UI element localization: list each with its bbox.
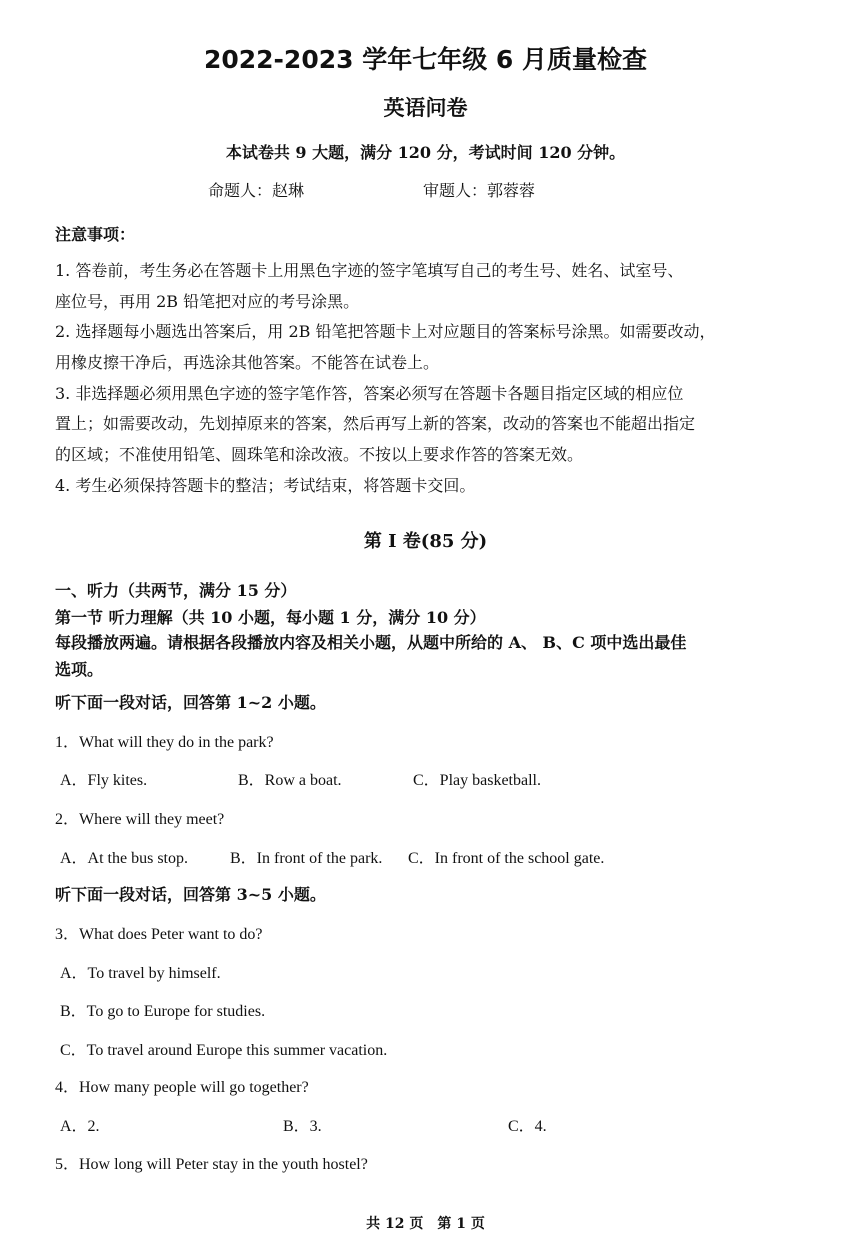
notice-heading: 注意事项： (55, 225, 136, 244)
option-c: C．To travel around Europe this summer vacation. (60, 1042, 388, 1059)
question: 1．What will they do in the park? (55, 734, 274, 751)
option-b: B．In front of the park. (230, 850, 383, 867)
page-title: 2022-2023 学年七年级 6 月质量检查 (203, 45, 648, 74)
option-a: A．At the bus stop. (60, 850, 189, 867)
page-footer: 共 12 页 第 1 页 (366, 1216, 485, 1232)
dialog-intro: 听下面一段对话，回答第 3~5 小题。 (55, 885, 326, 904)
question: 5．How long will Peter stay in the youth hostel? (55, 1156, 368, 1173)
option-b: B．3. (283, 1118, 322, 1135)
question: 4．How many people will go together? (55, 1079, 309, 1096)
reviewer-text: 审题人：郭蓉蓉 (423, 181, 536, 200)
option-a: A．Fly kites. (60, 772, 148, 789)
notice-line: 2. 选择题每小题选出答案后，用 2B 铅笔把答题卡上对应题目的答案标号涂黑。如需要改动， (55, 322, 716, 341)
part-title: 一、听力（共两节，满分 15 分） (55, 581, 297, 600)
author-text: 命题人：赵琳 (208, 181, 305, 200)
page-subtitle: 英语问卷 (383, 96, 468, 120)
section-title: 第 I 卷(85 分) (363, 531, 488, 552)
notice-line: 座位号，再用 2B 铅笔把对应的考号涂黑。 (55, 292, 360, 311)
option-c: C．Play basketball. (413, 772, 541, 789)
question: 2．Where will they meet? (55, 811, 225, 828)
option-a: A．To travel by himself. (60, 965, 221, 982)
option-c: C．4. (508, 1118, 547, 1135)
notice-line: 3. 非选择题必须用黑色字迹的签字笔作答，答案必须写在答题卡各题目指定区域的相应位 (55, 384, 684, 403)
option-b: B．To go to Europe for studies. (60, 1003, 266, 1020)
exam-info: 本试卷共 9 大题，满分 120 分，考试时间 120 分钟。 (225, 143, 626, 162)
option-c: C．In front of the school gate. (408, 850, 605, 867)
option-a: A．2. (60, 1118, 100, 1135)
instruction-line: 每段播放两遍。请根据各段播放内容及相关小题，从题中所给的 A、 B、C 项中选出最佳 (55, 633, 687, 652)
notice-line: 1. 答卷前，考生务必在答题卡上用黑色字迹的签字笔填写自己的考生号、姓名、试室号、 (55, 261, 684, 280)
option-b: B．Row a boat. (238, 772, 342, 789)
question: 3．What does Peter want to do? (55, 926, 263, 943)
notice-line: 置上；如需要改动，先划掉原来的答案，然后再写上新的答案，改动的答案也不能超出指定 (55, 414, 696, 433)
dialog-intro: 听下面一段对话，回答第 1~2 小题。 (55, 693, 326, 712)
notice-line: 用橡皮擦干净后，再选涂其他答案。不能答在试卷上。 (55, 353, 440, 372)
notice-line: 4. 考生必须保持答题卡的整洁；考试结束，将答题卡交回。 (55, 476, 476, 495)
sub-title: 第一节 听力理解（共 10 小题，每小题 1 分，满分 10 分） (55, 608, 486, 627)
notice-line: 的区域；不准使用铅笔、圆珠笔和涂改液。不按以上要求作答的答案无效。 (55, 445, 584, 464)
instruction-line: 选项。 (55, 660, 104, 679)
